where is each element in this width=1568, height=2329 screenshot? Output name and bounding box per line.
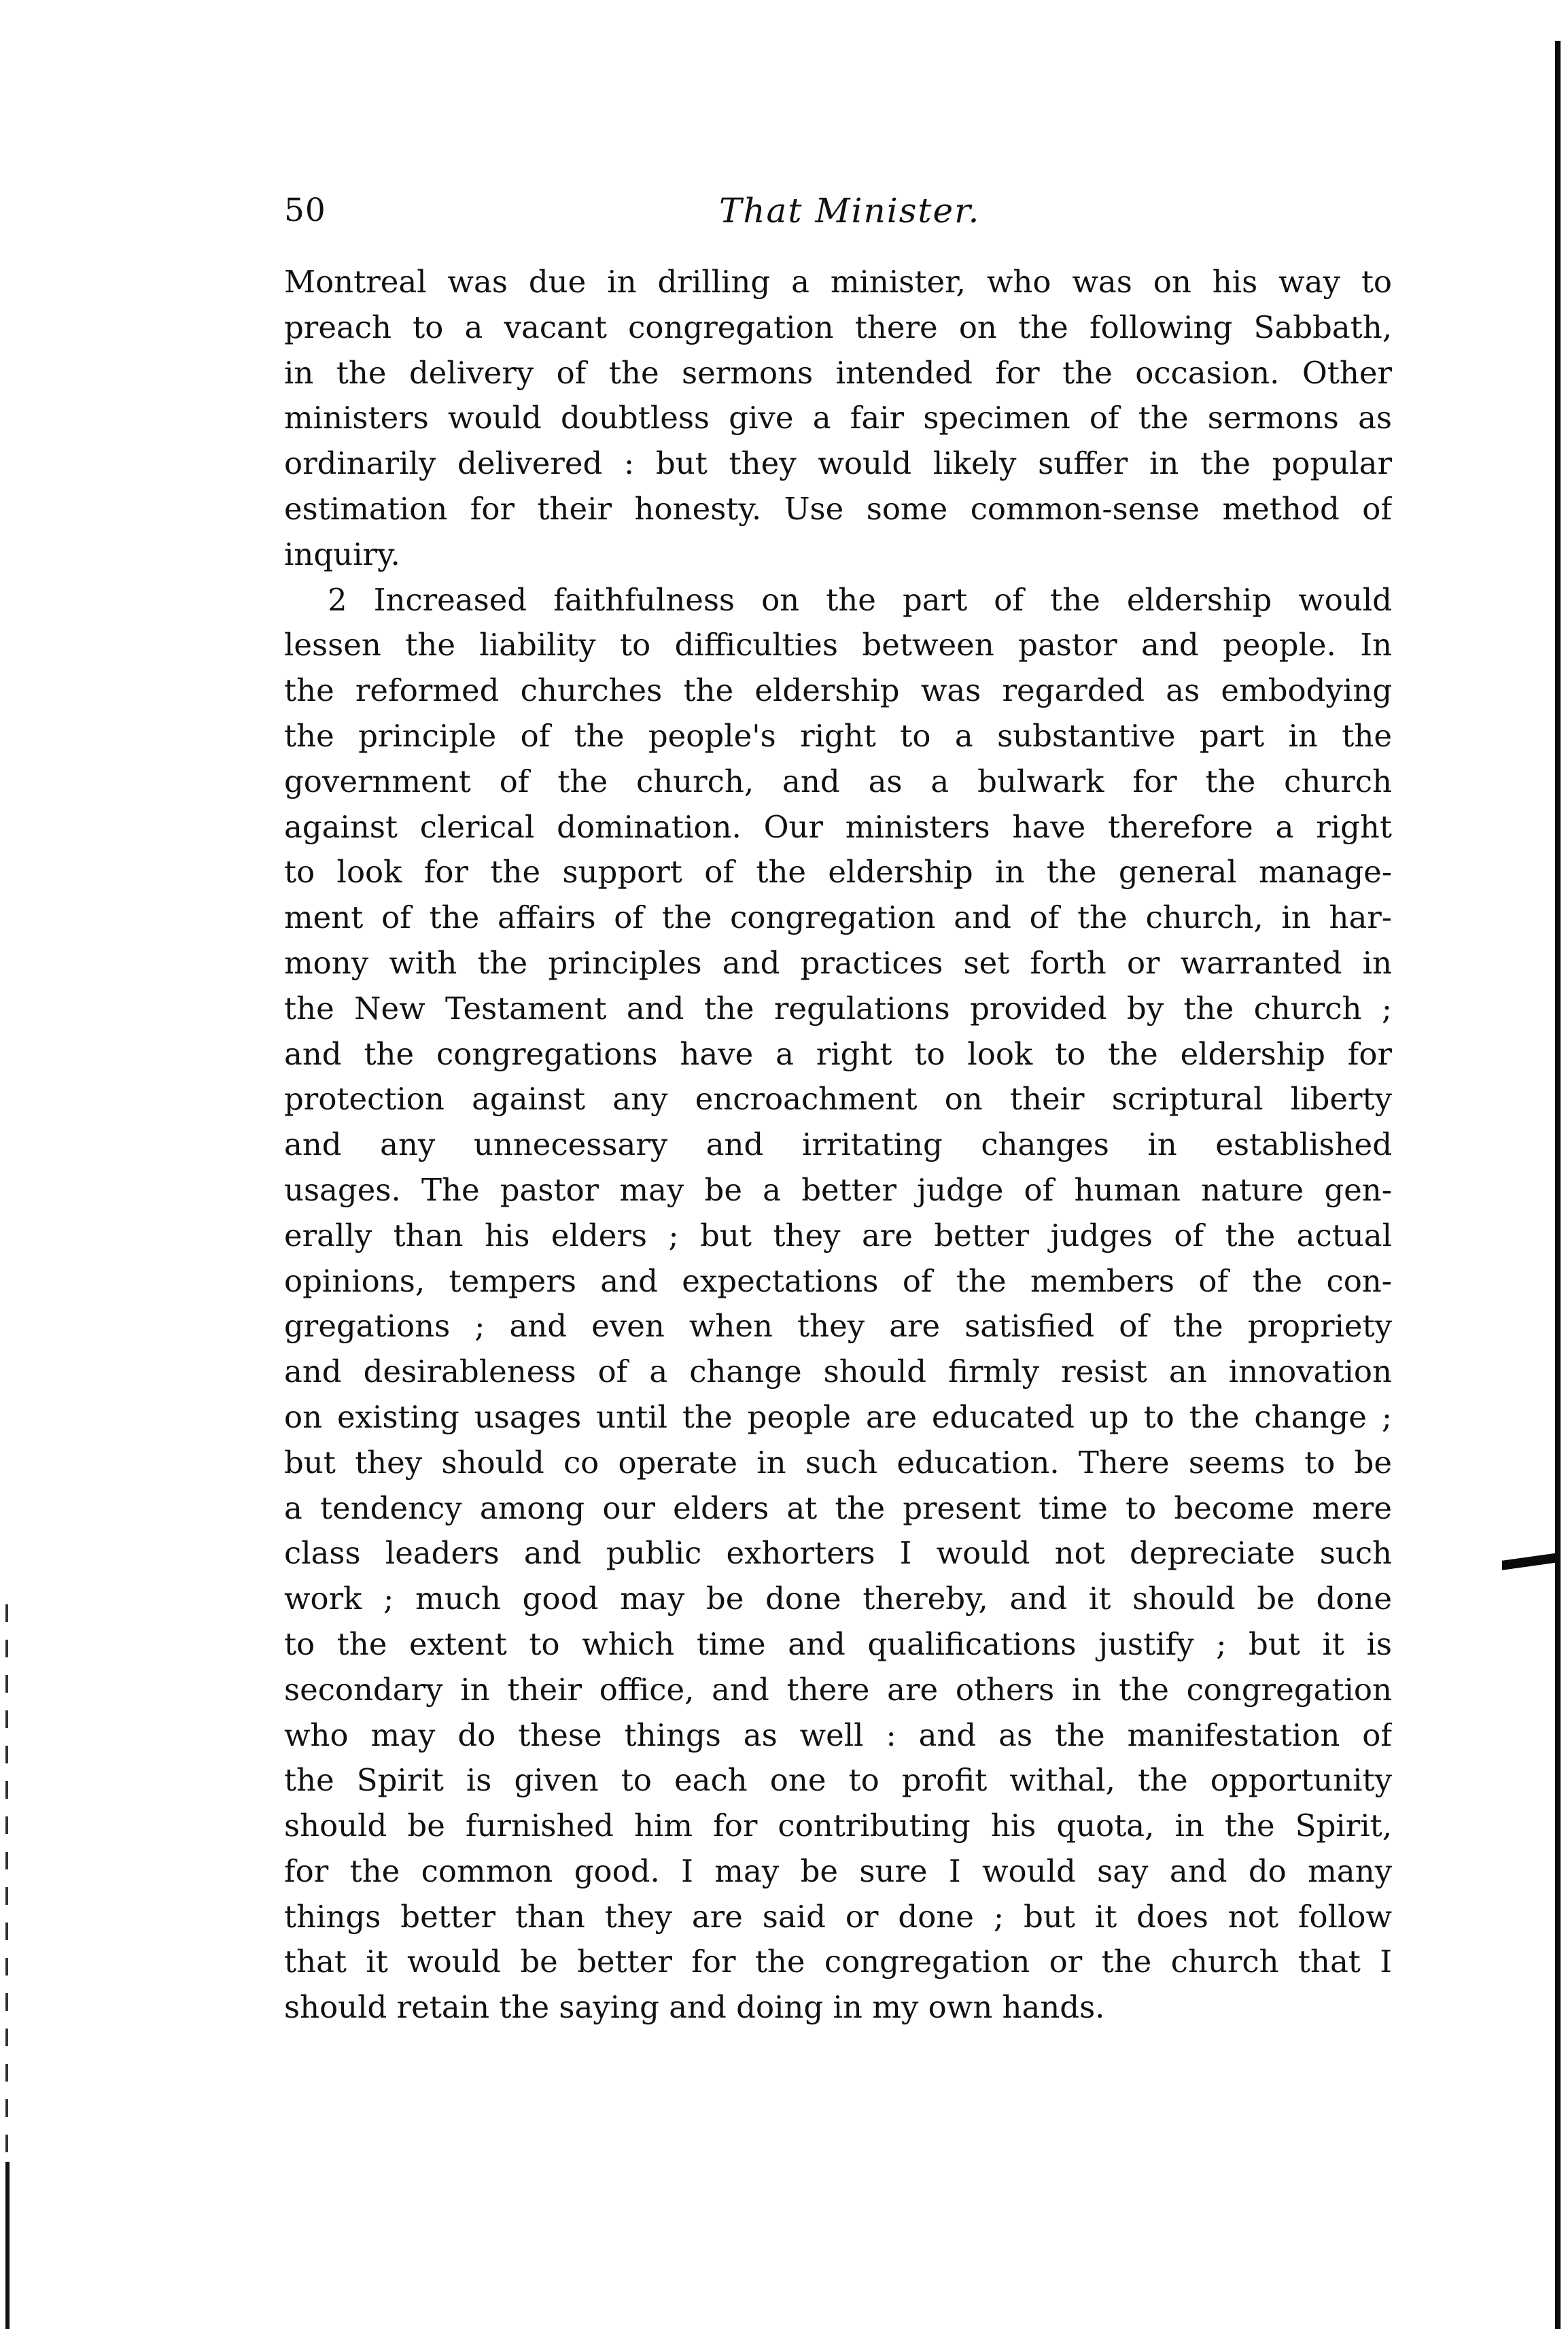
- text-line: mony with the principles and practices set forth or warranted in: [284, 944, 1392, 981]
- text-line: and the congregations have a right to look to the eldership for: [284, 1035, 1392, 1072]
- text-line: on existing usages until the people are educated up to the change ;: [284, 1398, 1392, 1435]
- text-line: erally than his elders ; but they are better judges of the actual: [284, 1217, 1392, 1254]
- text-line: estimation for their honesty. Use some common-sense method of: [284, 490, 1392, 527]
- text-line: should retain the saying and doing in my own hands.: [284, 1989, 1105, 2026]
- text-line: opinions, tempers and expectations of the members of the con-: [284, 1262, 1392, 1299]
- running-head: [284, 184, 1392, 238]
- text-line: the principle of the people's right to a substantive part in the: [284, 717, 1392, 754]
- text-line: against clerical domination. Our ministers have therefore a right: [284, 808, 1392, 845]
- text-line: the reformed churches the eldership was regarded as embodying: [284, 672, 1392, 709]
- text-line: to the extent to which time and qualifications justify ; but it is: [284, 1625, 1392, 1662]
- scan-binding-edge: [1555, 41, 1561, 2329]
- text-line: should be furnished him for contributing his quota, in the Spirit,: [284, 1808, 1392, 1844]
- text-line: that it would be better for the congregation or the church that I: [284, 1944, 1392, 1980]
- page-number: 50: [284, 192, 326, 229]
- scan-left-edge-solid: [5, 2162, 10, 2329]
- text-line: class leaders and public exhorters I would not depreciate such: [284, 1535, 1392, 1572]
- text-line: inquiry.: [284, 536, 400, 572]
- text-line: things better than they are said or done ; but it does not follow: [284, 1898, 1392, 1935]
- text-line: secondary in their office, and there are others in the congregation: [284, 1671, 1392, 1708]
- text-line: in the delivery of the sermons intended for the occasion. Other: [284, 354, 1392, 391]
- running-title: That Minister.: [719, 191, 981, 230]
- text-line: usages. The pastor may be a better judge of human nature gen-: [284, 1171, 1392, 1208]
- text-line: the New Testament and the regulations provided by the church ;: [284, 990, 1392, 1027]
- text-line: ordinarily delivered : but they would likely suffer in the popular: [284, 445, 1392, 482]
- text-line: and desirableness of a change should firmly resist an innovation: [284, 1353, 1392, 1390]
- text-line: ministers would doubtless give a fair specimen of the sermons as: [284, 400, 1392, 436]
- body-text: [284, 260, 1392, 2031]
- text-line: for the common good. I may be sure I would say and do many: [284, 1852, 1392, 1889]
- text-line: ment of the affairs of the congregation and of the church, in har-: [284, 899, 1392, 936]
- text-line: Montreal was due in drilling a minister, who was on his way to: [284, 264, 1392, 300]
- text-line: gregations ; and even when they are satisfied of the propriety: [284, 1308, 1392, 1345]
- text-line: work ; much good may be done thereby, and it should be done: [284, 1581, 1392, 1617]
- text-line: protection against any encroachment on their scriptural liberty: [284, 1081, 1392, 1118]
- text-line: but they should co operate in such education. There seems to be: [284, 1444, 1392, 1481]
- text-line: to look for the support of the eldership in the general manage-: [284, 854, 1392, 891]
- text-line: and any unnecessary and irritating changes in established: [284, 1126, 1392, 1163]
- text-line: the Spirit is given to each one to profit withal, the opportunity: [284, 1762, 1392, 1799]
- text-line: preach to a vacant congregation there on the following Sabbath,: [284, 309, 1392, 345]
- text-line: a tendency among our elders at the present time to become mere: [284, 1489, 1392, 1526]
- scan-edge-mark: [1502, 1553, 1558, 1570]
- text-line: lessen the liability to difficulties between pastor and people. In: [284, 627, 1392, 663]
- text-line: who may do these things as well : and as the manifestation of: [284, 1716, 1392, 1753]
- text-line: 2 Increased faithfulness on the part of the eldership would: [328, 581, 1392, 618]
- text-line: government of the church, and as a bulwark for the church: [284, 763, 1392, 799]
